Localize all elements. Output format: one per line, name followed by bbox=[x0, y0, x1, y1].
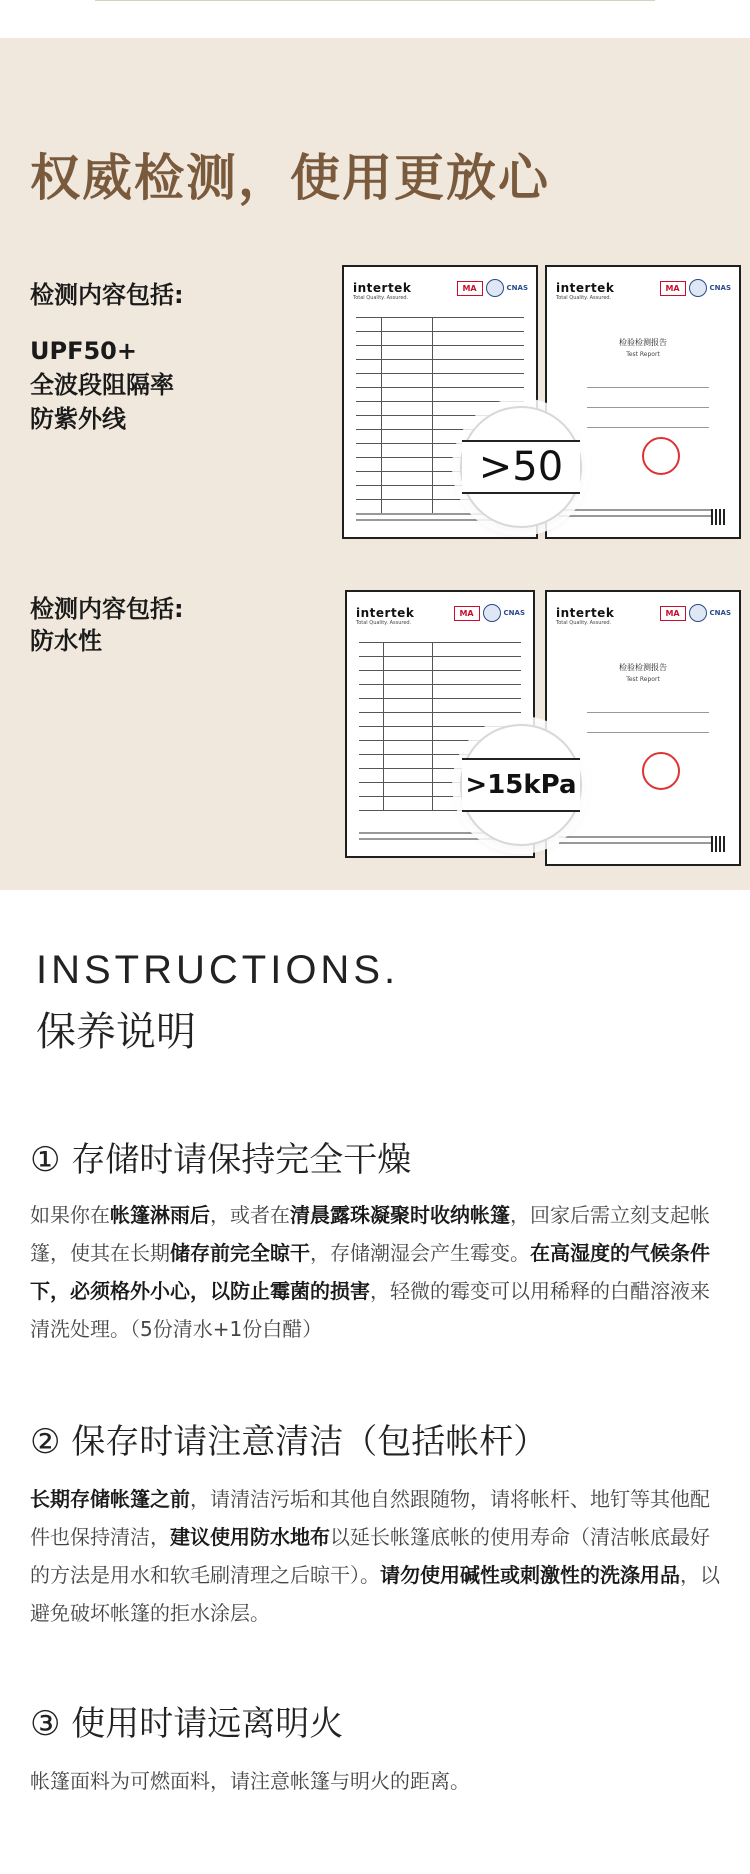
body-text: ，以避免破坏帐篷的拒水涂层。 bbox=[30, 1563, 720, 1625]
section-body bbox=[30, 1480, 720, 1632]
upf-value: >50 bbox=[462, 440, 580, 494]
ma-mark: MA bbox=[660, 606, 686, 621]
intertek-logo: intertek Total Quality. Assured. bbox=[556, 606, 615, 626]
test2-item: 防水性 bbox=[30, 627, 102, 655]
report-title: 检验检测报告 bbox=[619, 338, 667, 347]
waterproof-value-badge bbox=[460, 724, 582, 846]
body-text: ，请清洁污垢和其他自然跟随物，请将帐杆、地钉等其他配件也保持清洁， bbox=[30, 1487, 710, 1549]
body-text: 以延长帐篷底帐的使用寿命（清洁帐底最好的方法是用水和软毛刷清理之后晾干）。 bbox=[30, 1525, 710, 1587]
emphasis-text: 请勿使用碱性或刺激性的洗涤用品 bbox=[380, 1563, 680, 1587]
seal-icon bbox=[642, 752, 680, 790]
top-divider bbox=[95, 0, 655, 1]
emphasis-text: 建议使用防水地布 bbox=[170, 1525, 330, 1549]
seal-icon bbox=[642, 437, 680, 475]
certificate-image bbox=[545, 590, 741, 866]
accreditation-icon bbox=[486, 279, 504, 297]
intertek-logo: intertek Total Quality. Assured. bbox=[353, 281, 412, 301]
accreditation-icon bbox=[689, 279, 707, 297]
cnas-mark: CNAS bbox=[709, 609, 731, 617]
emphasis-text: 储存前完全晾干 bbox=[170, 1241, 310, 1265]
instructions-title-en: INSTRUCTIONS. bbox=[36, 948, 400, 992]
test1-label: 检测内容包括: bbox=[30, 281, 184, 309]
section-heading: ③ 使用时请远离明火 bbox=[30, 1704, 344, 1744]
headline: 权威检测，使用更放心 bbox=[30, 149, 550, 207]
report-title: 检验检测报告 bbox=[619, 663, 667, 672]
section-heading: ① 存储时请保持完全干燥 bbox=[30, 1140, 412, 1180]
intertek-logo: intertek Total Quality. Assured. bbox=[356, 606, 415, 626]
section-heading: ② 保存时请注意清洁（包括帐杆） bbox=[30, 1422, 548, 1462]
cnas-mark: CNAS bbox=[506, 284, 528, 292]
body-text: ，回家后需立刻支起帐篷，使其在长期 bbox=[30, 1203, 710, 1265]
test2-label: 检测内容包括: bbox=[30, 595, 184, 623]
accreditation-icon bbox=[483, 604, 501, 622]
emphasis-text: 清晨露珠凝聚时收纳帐篷 bbox=[290, 1203, 510, 1227]
test1-item: 防紫外线 bbox=[30, 405, 126, 433]
section-body bbox=[30, 1196, 720, 1348]
waterproof-value: >15kPa bbox=[462, 758, 580, 812]
certificate-image bbox=[545, 265, 741, 539]
test1-item: UPF50+ bbox=[30, 337, 137, 365]
ma-mark: MA bbox=[660, 281, 686, 296]
accreditation-icon bbox=[689, 604, 707, 622]
section-body bbox=[30, 1762, 720, 1800]
body-text: ，存储潮湿会产生霉变。 bbox=[310, 1241, 530, 1265]
qr-code-icon bbox=[711, 509, 727, 525]
qr-code-icon bbox=[711, 836, 727, 852]
body-text: 如果你在 bbox=[30, 1203, 110, 1227]
ma-mark: MA bbox=[454, 606, 480, 621]
body-text: ，轻微的霉变可以用稀释的白醋溶液来清洗处理。（5份清水+1份白醋） bbox=[30, 1279, 710, 1341]
cnas-mark: CNAS bbox=[503, 609, 525, 617]
upf-value-badge bbox=[460, 406, 582, 528]
emphasis-text: 在高湿度的气候条件下，必须格外小心，以防止霉菌的损害 bbox=[30, 1241, 710, 1303]
report-subtitle: Test Report bbox=[626, 676, 660, 683]
instructions-title-cn: 保养说明 bbox=[36, 1009, 196, 1055]
cnas-mark: CNAS bbox=[709, 284, 731, 292]
emphasis-text: 长期存储帐篷之前 bbox=[30, 1487, 190, 1511]
intertek-logo: intertek Total Quality. Assured. bbox=[556, 281, 615, 301]
body-text: ，或者在 bbox=[210, 1203, 290, 1227]
ma-mark: MA bbox=[457, 281, 483, 296]
test1-item: 全波段阻隔率 bbox=[30, 371, 174, 399]
emphasis-text: 帐篷淋雨后 bbox=[110, 1203, 210, 1227]
body-text: 帐篷面料为可燃面料，请注意帐篷与明火的距离。 bbox=[30, 1769, 470, 1793]
report-subtitle: Test Report bbox=[626, 351, 660, 358]
